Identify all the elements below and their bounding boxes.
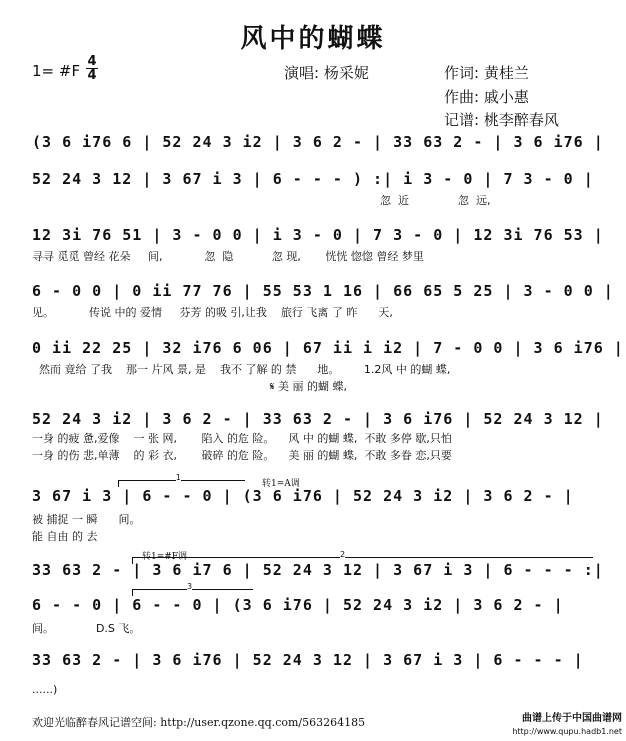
song-title: 风中的蝴蝶 — [240, 24, 386, 54]
volta-number: 3 — [187, 582, 193, 591]
lyric-line: 见。 传说 中的 爱情 芬芳 的吸 引,让我 旅行 飞离 了 昨 天, — [32, 306, 393, 319]
lyric-line: 被 捕捉 一 瞬 间。 — [32, 513, 141, 526]
watermark-url: http://www.qupu.hadb1.net — [512, 727, 622, 736]
composer-credit: 作曲: 戚小惠 — [444, 88, 529, 106]
notation-line: 52 24 3 i2 | 3 6 2 - | 33 63 2 - | 3 6 i76 | 52 24 3 12 | — [32, 410, 604, 428]
lyric-line: ......) — [32, 683, 58, 696]
lyric-line: 一身 的疲 惫,爱像 一 张 网, 陷入 的危 险。 风 中 的蝴 蝶, 不敢 多停 歇,只怕 — [32, 432, 452, 445]
lyric-line: 间。 D.S 飞。 — [32, 622, 141, 635]
notation-line: 3 67 i 3 | 6 - - 0 | (3 6 i76 | 52 24 3 i2 | 3 6 2 - | — [32, 487, 574, 505]
notation-line: (3 6 i76 6 | 52 24 3 i2 | 3 6 2 - | 33 63 2 - | 3 6 i76 | — [32, 133, 604, 151]
time-numerator: 4 — [87, 54, 97, 69]
lyricist-credit: 作词: 黄桂兰 — [444, 64, 529, 82]
transcriber-credit: 记谱: 桃李醉春风 — [444, 111, 559, 129]
time-denominator: 4 — [87, 68, 97, 83]
modulation-mark: 转1=#F调 — [142, 552, 188, 562]
modulation-mark: 转1=A调 — [262, 479, 300, 489]
lyric-line: 𝄋 美 丽 的蝴 蝶, — [32, 380, 347, 393]
watermark-line: 曲谱上传于中国曲谱网 — [522, 713, 622, 724]
volta-number: 2 — [340, 550, 346, 559]
notation-line: 52 24 3 12 | 3 67 i 3 | 6 - - - ) :| i 3 - 0 | 7 3 - 0 | — [32, 170, 594, 188]
footer-text: 欢迎光临醉春风记谱空间: http://user.qzone.qq.com/563264185 — [32, 716, 366, 729]
notation-line: 12 3i 76 51 | 3 - 0 0 | i 3 - 0 | 7 3 - 0 | 12 3i 76 53 | — [32, 226, 604, 244]
lyric-line: 寻寻 觅觅 曾经 花朵 间, 忽 隐 忽 现, 恍恍 惚惚 曾经 梦里 — [32, 250, 424, 263]
lyric-line: 忽 近 忽 远, — [380, 194, 491, 207]
notation-line: 33 63 2 - | 3 6 i7 6 | 52 24 3 12 | 3 67 i 3 | 6 - - - :| — [32, 561, 604, 579]
singer-credit: 演唱: 杨采妮 — [284, 64, 369, 82]
volta-number: 1 — [175, 473, 181, 482]
notation-line: 6 - - 0 | 6 - - 0 | (3 6 i76 | 52 24 3 i2 | 3 6 2 - | — [32, 596, 564, 614]
time-signature — [86, 55, 98, 82]
key-signature: 1= #F — [32, 62, 81, 80]
volta-bracket — [132, 582, 253, 596]
volta-bracket — [118, 473, 245, 487]
site-watermark — [512, 712, 622, 738]
notation-line: 33 63 2 - | 3 6 i76 | 52 24 3 12 | 3 67 i 3 | 6 - - - | — [32, 651, 584, 669]
lyric-line: 能 自由 的 去 — [32, 530, 98, 543]
lyric-line: 然而 竟给 了我 那一 片风 景, 是 我不 了解 的 禁 地。 1.2风 中 的蝴 蝶, — [32, 363, 451, 376]
lyric-line: 一身 的伤 悲,单薄 的 彩 衣, 破碎 的危 险。 美 丽 的蝴 蝶, 不敢 多眷 恋,只要 — [32, 449, 452, 462]
notation-line: 0 ii 22 25 | 32 i76 6 06 | 67 ii i i2 | 7 - 0 0 | 3 6 i76 | — [32, 339, 624, 357]
notation-line: 6 - 0 0 | 0 ii 77 76 | 55 53 1 16 | 66 65 5 25 | 3 - 0 0 | — [32, 282, 614, 300]
